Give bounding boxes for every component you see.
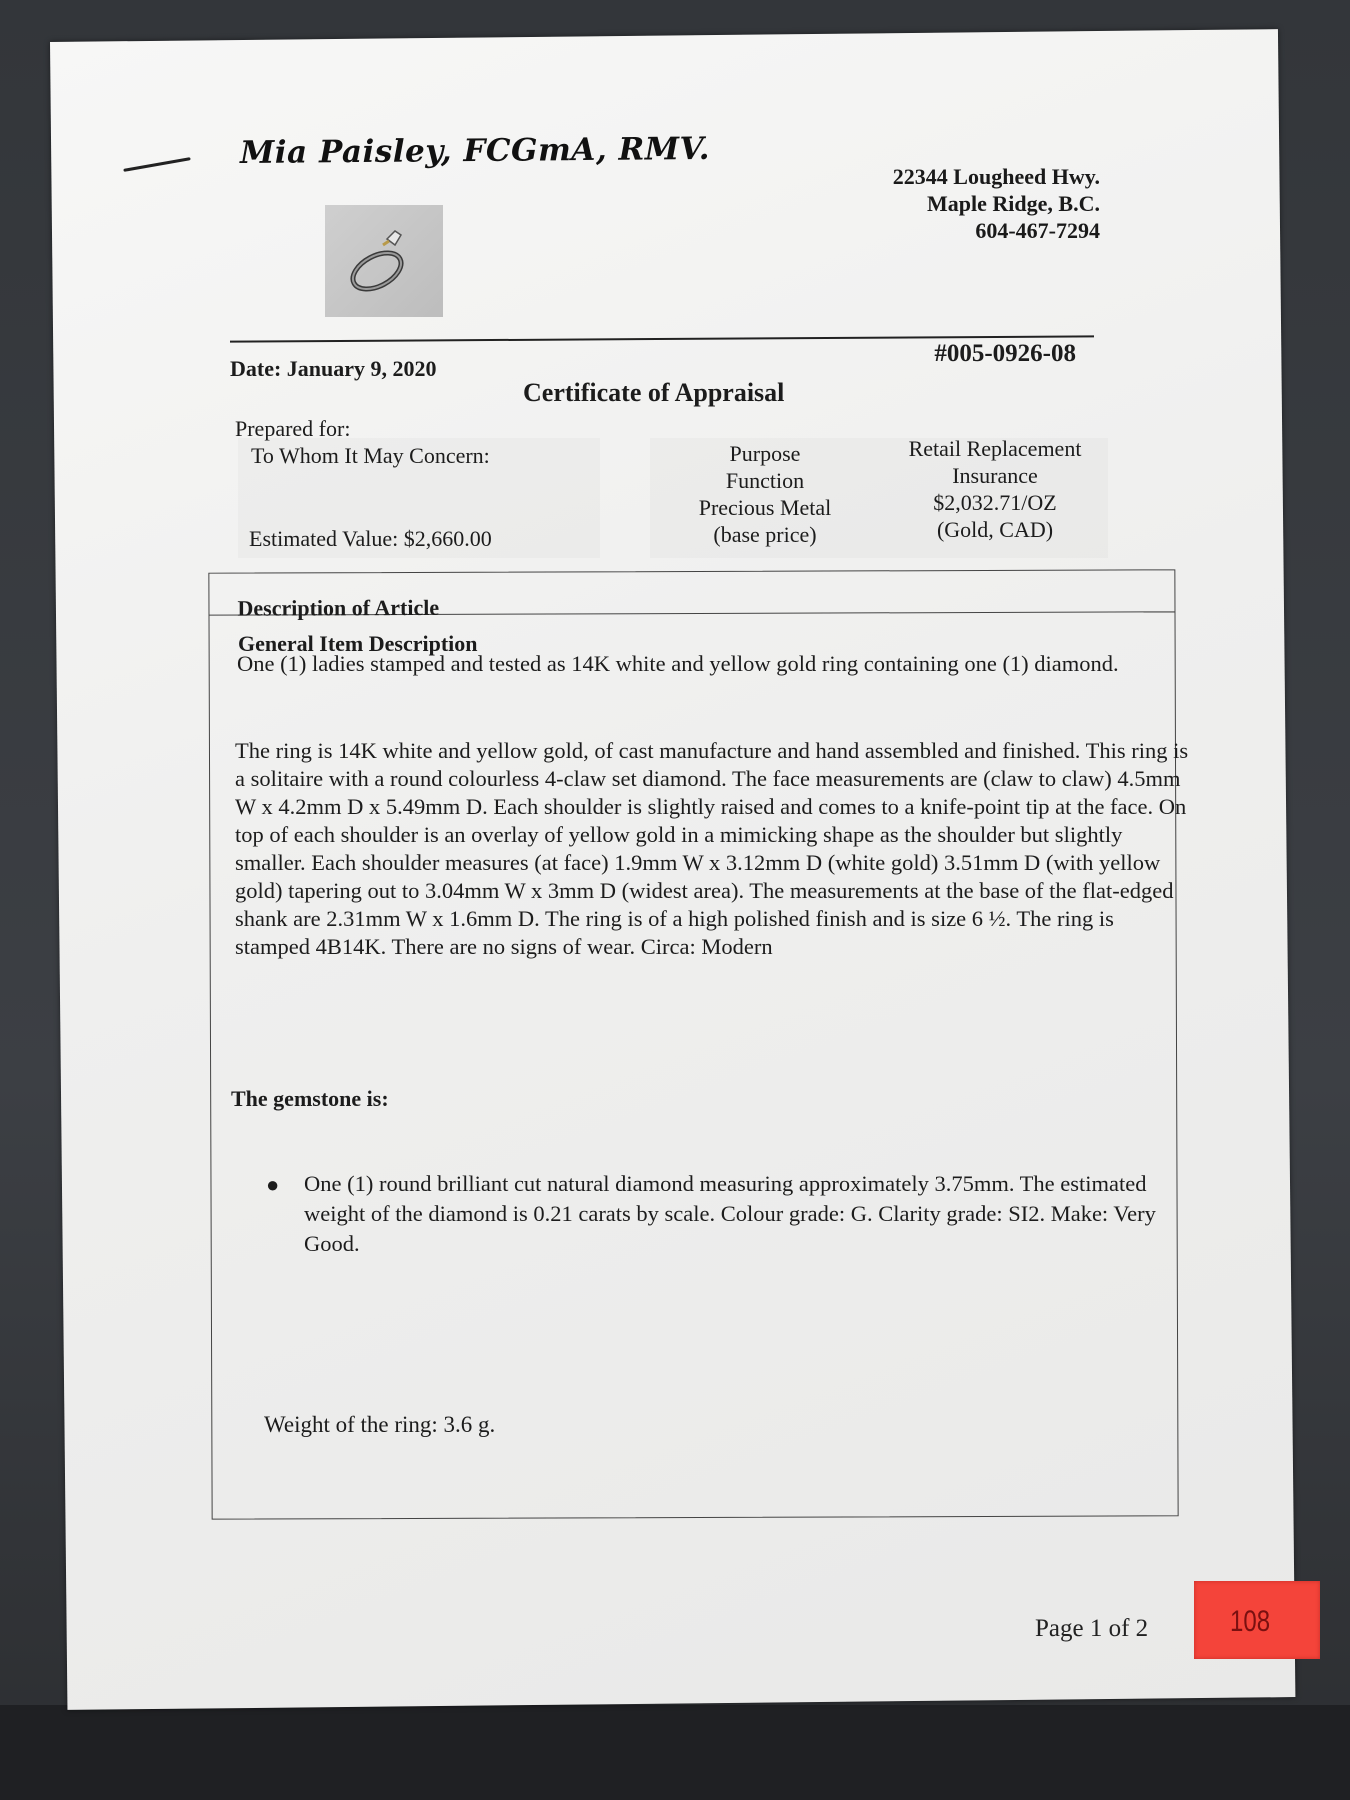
- ring-weight: Weight of the ring: 3.6 g.: [264, 1412, 496, 1437]
- precious-metal-label: Precious Metal: [698, 495, 832, 520]
- prepared-for-value: To Whom It May Concern:: [251, 443, 490, 468]
- function-label: Function: [725, 468, 805, 493]
- phone-number: 604-467-7294: [975, 218, 1100, 243]
- metal-currency-value: (Gold, CAD): [936, 517, 1054, 542]
- purpose-label: Purpose: [729, 441, 801, 466]
- appraiser-address: [893, 163, 1100, 244]
- bullet-icon: ●: [266, 1172, 280, 1197]
- address-line-1: 22344 Lougheed Hwy.: [892, 164, 1100, 189]
- purpose-values: [880, 435, 1110, 543]
- ring-photo: [325, 205, 443, 317]
- page-number: Page 1 of 2: [1035, 1615, 1149, 1642]
- address-line-2: Maple Ridge, B.C.: [927, 191, 1100, 216]
- desk-edge: [0, 1705, 1350, 1800]
- prepared-for-label: Prepared for:: [235, 416, 351, 441]
- general-item-text: One (1) ladies stamped and tested as 14K white and yellow gold ring containing one (1) diamond.: [237, 651, 1119, 676]
- sticker-number: 108: [1230, 1605, 1271, 1638]
- gemstone-description: One (1) round brilliant cut natural diamond measuring approximately 3.75mm. The estimated weight of the diamond is 0.21 carats by scale. Colour grade: G. Clarity grade: SI2. Make: Very Good.: [304, 1171, 1156, 1256]
- base-price-label: (base price): [713, 522, 817, 547]
- gemstone-heading: The gemstone is:: [231, 1086, 389, 1111]
- ring-icon: [325, 205, 443, 317]
- purpose-labels: [650, 440, 880, 548]
- description-box: [208, 569, 1178, 1519]
- appraisal-date: Date: January 9, 2020: [230, 356, 437, 381]
- general-item-heading: General Item Description: [238, 631, 478, 656]
- metal-price-value: $2,032.71/OZ: [933, 490, 1057, 515]
- certificate-number: #005-0926-08: [934, 340, 1076, 367]
- exhibit-sticker: [1194, 1581, 1320, 1659]
- estimated-value: Estimated Value: $2,660.00: [249, 526, 492, 551]
- certificate-title: Certificate of Appraisal: [523, 378, 785, 407]
- ring-detail-text: The ring is 14K white and yellow gold, of cast manufacture and hand assembled and finished. This ring is a solitaire with a round colourless 4-claw set diamond. The face measurements are (claw to claw) 4.5mm W x 4.2mm D x 5.49mm D. Each shoulder is slightly raised and comes to a knife-point tip at the face. On top of each shoulder is an overlay of yellow gold in a mimicking shape as the shoulder but slightly smaller. Each shoulder measures (at face) 1.9mm W x 3.12mm D (white gold) 3.51mm D (with yellow gold) tapering out to 3.04mm W x 3mm D (widest area). The measurements at the base of the flat-edged shank are 2.31mm W x 1.6mm D. The ring is of a high polished finish and is size 6 ½. The ring is stamped 4B14K. There are no signs of wear. Circa: Modern: [235, 738, 1189, 959]
- function-value: Insurance: [952, 463, 1038, 488]
- purpose-value: Retail Replacement: [908, 436, 1082, 461]
- description-title: Description of Article: [237, 594, 440, 621]
- appraiser-name: Mia Paisley, FCGmA, RMV.: [239, 130, 711, 172]
- description-header: [209, 570, 1174, 621]
